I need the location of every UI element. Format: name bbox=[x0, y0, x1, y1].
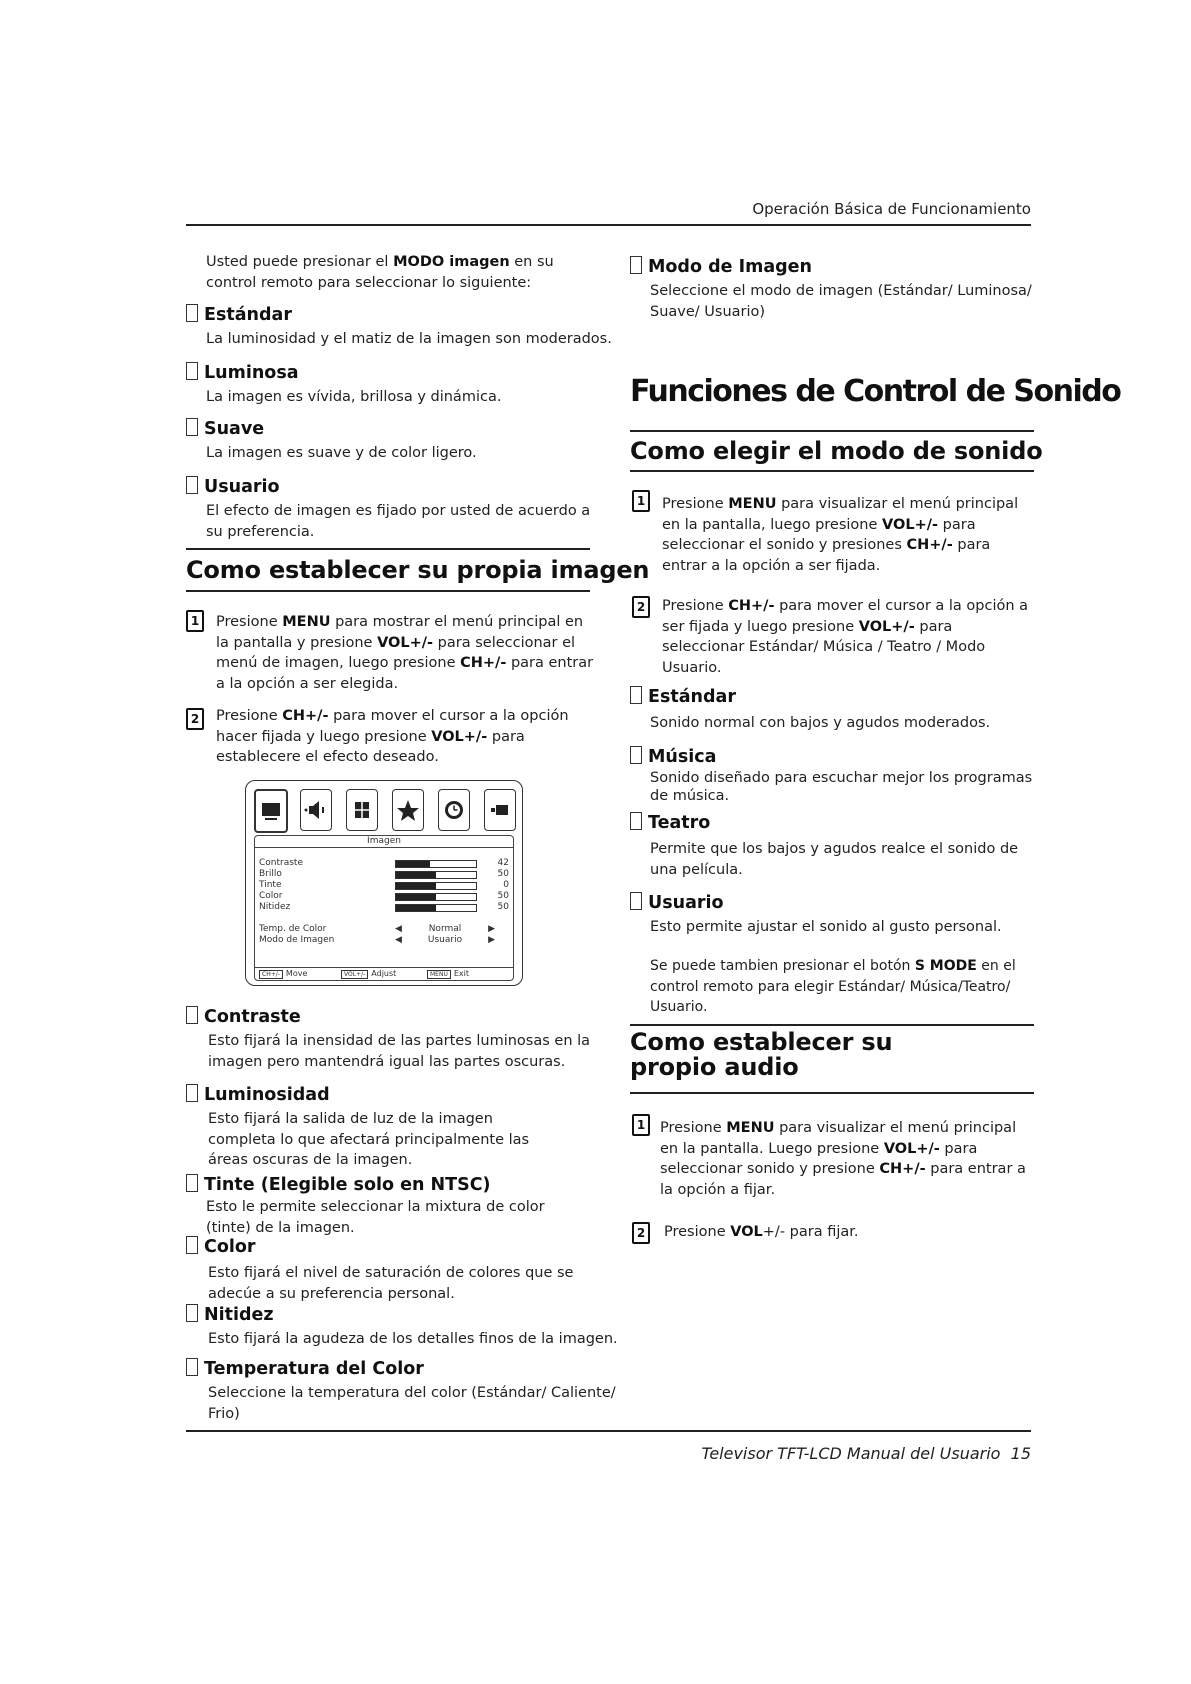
osd-row-label: Tinte bbox=[259, 880, 282, 890]
running-header: Operación Básica de Funcionamiento bbox=[752, 200, 1031, 218]
section-rule-top bbox=[630, 430, 1034, 432]
osd-row-value: 0 bbox=[503, 880, 509, 890]
section-rule-top bbox=[630, 1024, 1034, 1026]
star-icon bbox=[392, 789, 424, 831]
osd-level-fill bbox=[396, 905, 436, 911]
step-number-2: 2 bbox=[632, 1222, 650, 1244]
step-text-2: Presione CH+/- para mover el cursor a la opción hacer fijada y luego presione VOL+/- para establecere el efecto deseado. bbox=[216, 708, 569, 765]
section-rule-bottom bbox=[630, 470, 1034, 472]
header-rule bbox=[186, 224, 1031, 226]
page-title-sonido: Funciones de Control de Sonido bbox=[630, 374, 1121, 409]
page-number: 15 bbox=[1010, 1444, 1031, 1463]
intro-text: Usted puede presionar el MODO imagen en su control remoto para seleccionar lo siguiente: bbox=[206, 254, 554, 291]
step-text-2: Presione VOL+/- para fijar. bbox=[664, 1224, 859, 1240]
arrow-right-icon: ▶ bbox=[488, 935, 495, 945]
arrow-left-icon: ◀ bbox=[395, 924, 402, 934]
grid-icon bbox=[346, 789, 378, 831]
mode-item-luminosa: Luminosa La imagen es vívida, brillosa y dinámica. bbox=[186, 362, 616, 408]
page-footer: Televisor TFT-LCD Manual del Usuario 15 bbox=[701, 1444, 1031, 1463]
bullet-icon bbox=[630, 746, 642, 764]
bullet-icon bbox=[630, 892, 642, 910]
osd-level-bar bbox=[395, 871, 477, 879]
mode-item-estandar: Estándar La luminosidad y el matiz de la imagen son moderados. bbox=[186, 304, 616, 350]
step-number-1: 1 bbox=[632, 490, 650, 512]
setting-item-tinte: Tinte (Elegible solo en NTSC) Esto le permite seleccionar la mixtura de color (tinte) de la imagen. bbox=[186, 1174, 586, 1238]
osd-level-fill bbox=[396, 872, 436, 878]
footer-rule bbox=[186, 1430, 1031, 1432]
osd-picture-panel: Imagen Contraste 42 Brillo 50 Tinte 0 Color 50 Nitidez 50 Temp. de Color ◀ Normal ▶ Modo de Imagen ◀ Usuario ▶ CH+/- Move VOL+/- Adjust MENU Exit bbox=[254, 835, 514, 981]
osd-level-fill bbox=[396, 894, 436, 900]
bullet-icon bbox=[186, 1304, 198, 1322]
clock-icon bbox=[438, 789, 470, 831]
bullet-icon bbox=[186, 476, 198, 494]
osd-level-fill bbox=[396, 883, 436, 889]
section-rule-top bbox=[186, 548, 590, 550]
bullet-icon bbox=[630, 812, 642, 830]
bullet-icon bbox=[186, 1174, 198, 1192]
bullet-icon bbox=[186, 362, 198, 380]
bullet-icon bbox=[186, 1236, 198, 1254]
osd-row-label: Color bbox=[259, 891, 283, 901]
osd-level-fill bbox=[396, 861, 430, 867]
step-number-1: 1 bbox=[186, 610, 204, 632]
bullet-icon bbox=[186, 304, 198, 322]
section-title-propia-imagen: Como establecer su propia imagen bbox=[186, 556, 650, 584]
section-rule-bottom bbox=[630, 1092, 1034, 1094]
section-title-propio-audio: Como establecer su propio audio bbox=[630, 1028, 893, 1081]
step-text-1: Presione MENU para mostrar el menú principal en la pantalla y presione VOL+/- para seleccionar el menú de imagen, luego presione CH+/- para entrar a la opción a ser elegida. bbox=[216, 614, 594, 692]
bullet-icon bbox=[630, 256, 642, 274]
bullet-icon bbox=[186, 1358, 198, 1376]
tv-picture-icon bbox=[254, 789, 288, 833]
step-text-2: Presione CH+/- para mover el cursor a la opción a ser fijada y luego presione VOL+/- para seleccionar Estándar/ Música / Teatro / Modo Usuario. bbox=[662, 598, 1029, 676]
osd-row-label: Modo de Imagen bbox=[259, 935, 335, 945]
step-text-1: Presione MENU para visualizar el menú principal en la pantalla, luego presione VOL+/- para seleccionar el sonido y presiones CH+/- para entrar a la opción a ser fijada. bbox=[662, 496, 1019, 574]
mode-item-usuario: Usuario El efecto de imagen es fijado por usted de acuerdo a su preferencia. bbox=[186, 476, 606, 542]
speaker-icon bbox=[300, 789, 332, 831]
step-number-1: 1 bbox=[632, 1114, 650, 1136]
osd-row-label: Brillo bbox=[259, 869, 282, 879]
bullet-icon bbox=[186, 1084, 198, 1102]
setting-item-temperatura: Temperatura del Color Seleccione la temperatura del color (Estándar/ Caliente/ Frio) bbox=[186, 1358, 618, 1424]
step-number-2: 2 bbox=[632, 596, 650, 618]
section-rule-bottom bbox=[186, 590, 590, 592]
sound-mode-musica: Música Sonido diseñado para escuchar mejor los programas de música. bbox=[630, 746, 1040, 805]
osd-row-value: 50 bbox=[497, 869, 509, 879]
osd-hint: VOL+/- Adjust bbox=[341, 969, 396, 979]
osd-hint: MENU Exit bbox=[427, 969, 469, 979]
bullet-icon bbox=[186, 418, 198, 436]
osd-row-label: Contraste bbox=[259, 858, 303, 868]
picture-mode-item: Modo de Imagen Seleccione el modo de imagen (Estándar/ Luminosa/ Suave/ Usuario) bbox=[630, 256, 1050, 322]
step-text-1: Presione MENU para visualizar el menú principal en la pantalla. Luego presione VOL+/- para seleccionar sonido y presione CH+/- para entrar a la opción a fijar. bbox=[660, 1120, 1026, 1198]
osd-row-value: 50 bbox=[497, 891, 509, 901]
arrow-right-icon: ▶ bbox=[488, 924, 495, 934]
setting-item-nitidez: Nitidez Esto fijará la agudeza de los detalles finos de la imagen. bbox=[186, 1304, 618, 1350]
osd-row-value: 42 bbox=[497, 858, 509, 868]
osd-level-bar bbox=[395, 904, 477, 912]
step-number-2: 2 bbox=[186, 708, 204, 730]
osd-level-bar bbox=[395, 893, 477, 901]
arrow-left-icon: ◀ bbox=[395, 935, 402, 945]
osd-hint-bar bbox=[255, 967, 513, 980]
osd-level-bar bbox=[395, 860, 477, 868]
osd-hint: CH+/- Move bbox=[259, 969, 307, 979]
input-icon bbox=[484, 789, 516, 831]
sound-mode-teatro: Teatro Permite que los bajos y agudos realce el sonido de una película. bbox=[630, 812, 1030, 880]
setting-item-luminosidad: Luminosidad Esto fijará la salida de luz de la imagen completa lo que afectará principalmente las áreas oscuras de la imagen. bbox=[186, 1084, 558, 1171]
sound-mode-estandar: Estándar Sonido normal con bajos y agudos moderados. bbox=[630, 686, 1040, 734]
bullet-icon bbox=[630, 686, 642, 704]
osd-row-value: 50 bbox=[497, 902, 509, 912]
section-title-modo-sonido: Como elegir el modo de sonido bbox=[630, 437, 1043, 465]
osd-row-label: Nitidez bbox=[259, 902, 291, 912]
osd-panel-title: Imagen bbox=[255, 836, 513, 848]
osd-menu-illustration bbox=[245, 780, 523, 986]
osd-level-bar bbox=[395, 882, 477, 890]
bullet-icon bbox=[186, 1006, 198, 1024]
sound-mode-usuario: Usuario Esto permite ajustar el sonido al gusto personal. bbox=[630, 892, 1040, 938]
osd-row-label: Temp. de Color bbox=[259, 924, 327, 934]
osd-icon-row bbox=[254, 789, 516, 831]
smode-note: Se puede tambien presionar el botón S MODE en el control remoto para elegir Estándar/ Música/Teatro/ Usuario. bbox=[650, 958, 1016, 1015]
setting-item-contraste: Contraste Esto fijará la inensidad de las partes luminosas en la imagen pero mantendrá igual las partes oscuras. bbox=[186, 1006, 598, 1072]
setting-item-color: Color Esto fijará el nivel de saturación de colores que se adecúe a su preferencia personal. bbox=[186, 1236, 608, 1304]
mode-item-suave: Suave La imagen es suave y de color ligero. bbox=[186, 418, 616, 464]
